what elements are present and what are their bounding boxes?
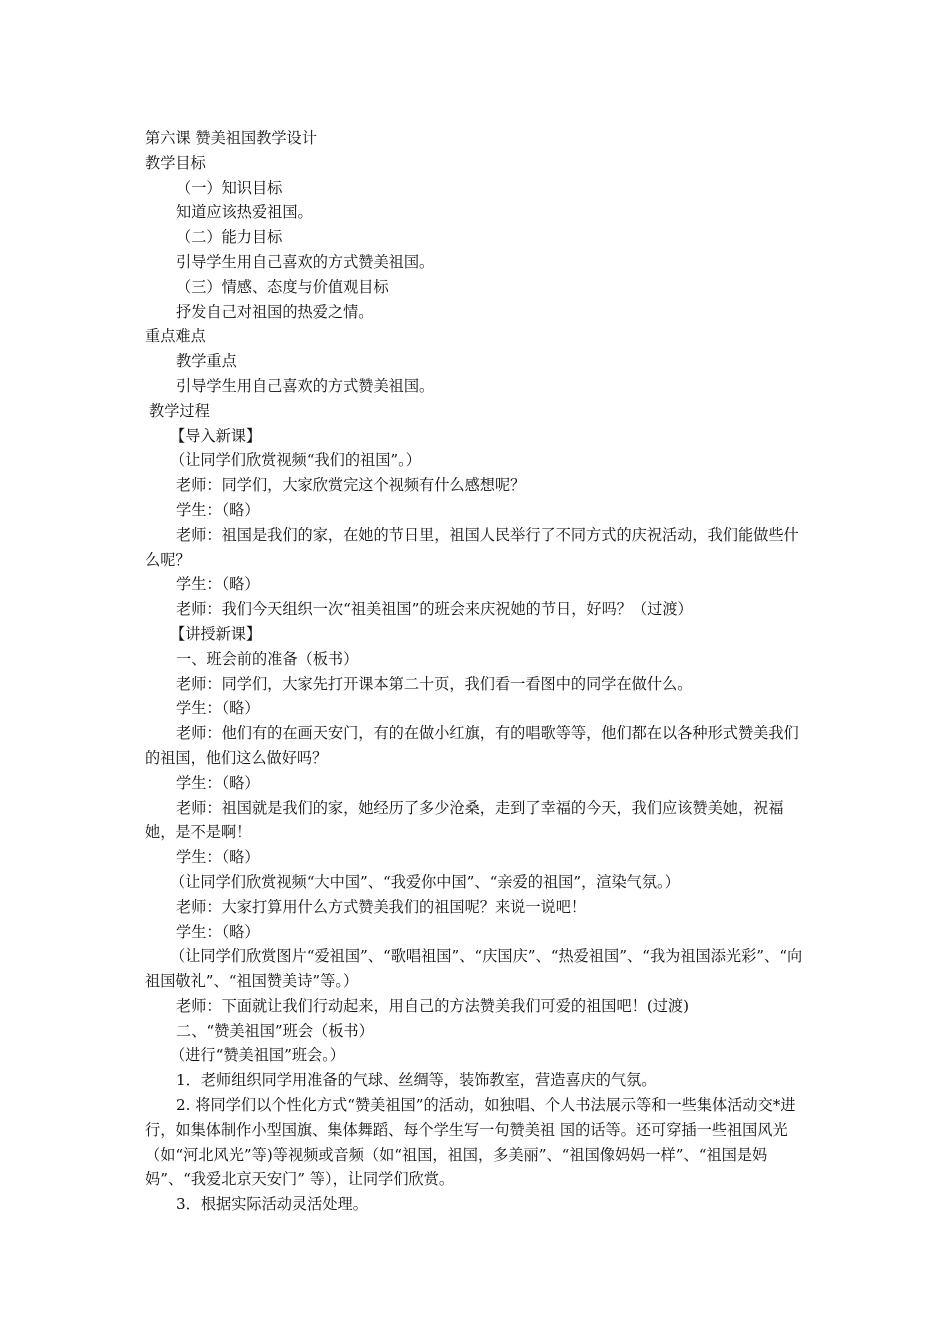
document-title: 第六课 赞美祖国教学设计 (145, 129, 317, 147)
dialogue-teacher: 老师：我们今天组织一次“祖美祖国”的班会来庆祝她的节日，好吗？（过渡） (176, 600, 693, 619)
paragraph: 引导学生用自己喜欢的方式赞美祖国。 (176, 252, 435, 271)
subheading-teaching-focus: 教学重点 (176, 352, 237, 371)
dialogue-teacher: 老师：下面就让我们行动起来，用自己的方法赞美我们可爱的祖国吧！(过渡) (176, 996, 690, 1015)
paragraph: （让同学们欣赏图片“爱祖国”、“歌唱祖国”、“庆国庆”、“热爱祖国”、“我为祖国添光彩”、“向祖国敬礼”、“祖国赞美诗”等。） (145, 947, 803, 991)
heading-teaching-goals: 教学目标 (145, 153, 206, 172)
dialogue-student: 学生：（略） (176, 773, 260, 792)
section-heading-new-lesson: 【讲授新课】 (170, 624, 262, 643)
dialogue-teacher: 老师：同学们，大家先打开课本第二十页，我们看一看图中的同学在做什么。 (176, 674, 693, 693)
subheading-ability-goal: （二）能力目标 (176, 228, 283, 247)
dialogue-teacher: 老师：他们有的在画天安门，有的在做小红旗，有的唱歌等等，他们都在以各种形式赞美我们的祖国，他们这么做好吗？ (145, 724, 799, 767)
dialogue-teacher: 老师：祖国就是我们的家，她经历了多少沧桑，走到了幸福的今天，我们应该赞美她，祝福她，是不是啊！ (145, 798, 784, 842)
heading-key-points: 重点难点 (145, 327, 206, 346)
dialogue-student: 学生：（略） (176, 848, 260, 867)
subheading-knowledge-goal: （一）知识目标 (176, 178, 283, 197)
document-body (145, 126, 810, 1217)
dialogue-teacher: 老师：同学们，大家欣赏完这个视频有什么感想呢？ (176, 476, 526, 495)
section-heading-intro: 【导入新课】 (170, 426, 262, 445)
list-item: 1．老师组织同学用准备的气球、丝绸等，装饰教室，营造喜庆的气氛。 (176, 1071, 657, 1090)
dialogue-student: 学生：（略） (176, 699, 260, 718)
subsection-heading: 二、“赞美祖国”班会（板书） (176, 1021, 374, 1040)
paragraph: 知道应该热爱祖国。 (176, 203, 313, 222)
subheading-emotion-goal: （三）情感、态度与价值观目标 (176, 277, 389, 296)
paragraph: （让同学们欣赏视频“大中国”、“我爱你中国”、“亲爱的祖国”，渲染气氛。） (170, 872, 680, 891)
dialogue-student: 学生：（略） (176, 922, 260, 941)
dialogue-student: 学生：（略） (176, 575, 260, 594)
heading-teaching-process: 教学过程 (149, 401, 210, 420)
paragraph: 抒发自己对祖国的热爱之情。 (176, 302, 374, 321)
dialogue-teacher: 老师：大家打算用什么方式赞美我们的祖国呢？来说一说吧！ (176, 897, 587, 916)
subsection-heading: 一、班会前的准备（板书） (176, 649, 359, 668)
list-item: 2. 将同学们以个性化方式“赞美祖国”的活动，如独唱、个人书法展示等和一些集体活动交*进行，如集体制作小型国旗、集体舞蹈、每个学生写一句赞美祖 国的话等。还可穿插一些祖国风光（如“河北风光”等)等视频或音频（如“祖国，祖国，多美丽”、“祖国像妈妈一样”、“祖国是妈妈”、“我爱北京天安门” 等），让同学们欣赏。 (145, 1096, 796, 1189)
paragraph: （让同学们欣赏视频“我们的祖国”。） (170, 451, 421, 470)
dialogue-teacher: 老师：祖国是我们的家，在她的节日里，祖国人民举行了不同方式的庆祝活动，我们能做些什么呢？ (145, 525, 799, 569)
paragraph: 引导学生用自己喜欢的方式赞美祖国。 (176, 376, 435, 395)
list-item: 3．根据实际活动灵活处理。 (176, 1195, 368, 1214)
dialogue-student: 学生：（略） (176, 500, 260, 519)
paragraph: （进行“赞美祖国”班会。） (170, 1046, 345, 1065)
